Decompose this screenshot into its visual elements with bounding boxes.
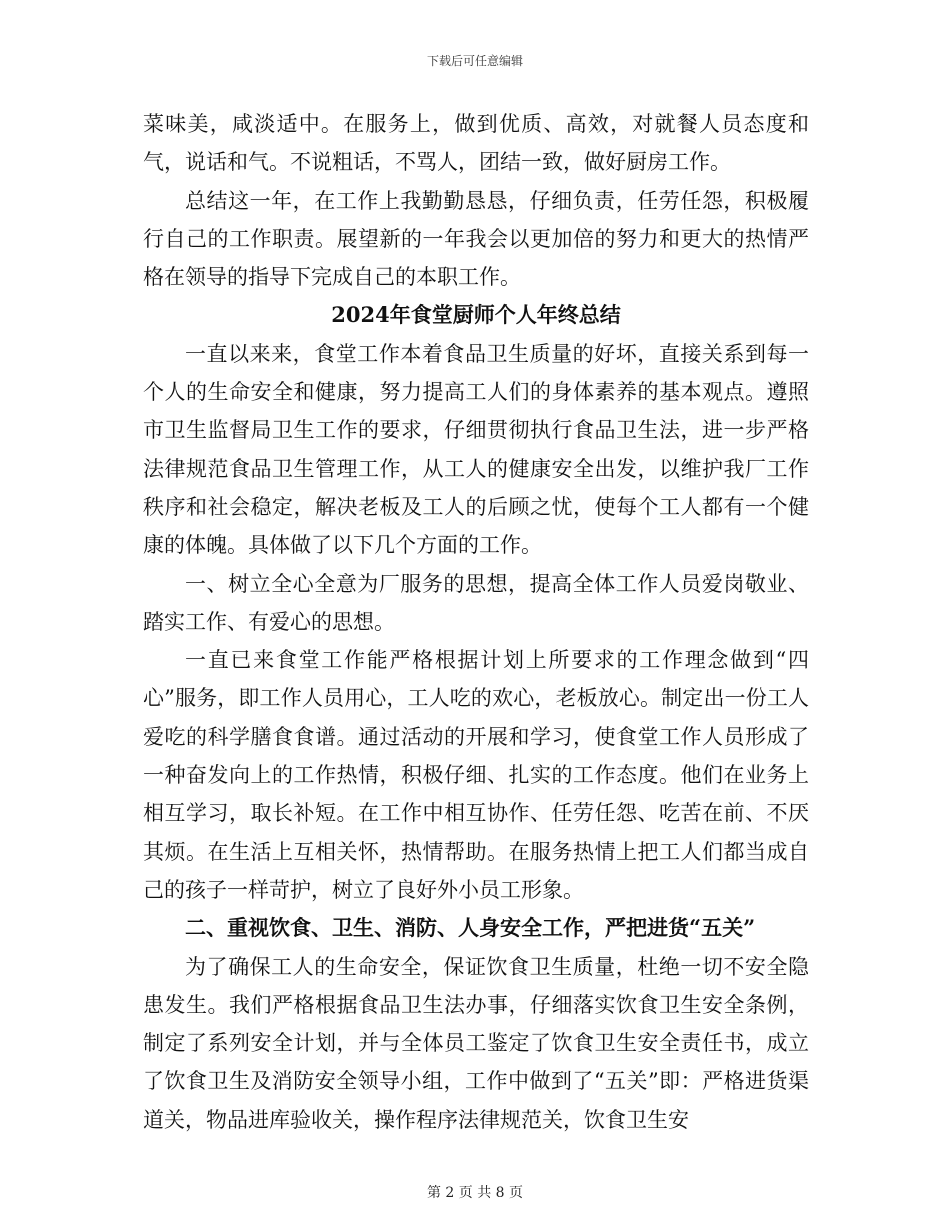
- section-two-heading: 二、重视饮食、卫生、消防、人身安全工作，严把进货“五关”: [185, 915, 756, 941]
- document-title: 2024年食堂厨师个人年终总结: [331, 302, 621, 328]
- paragraph-section-one: 一直已来食堂工作能严格根据计划上所要求的工作理念做到“四心”服务，即工作人员用心，工人吃的欢心，老板放心。制定出一份工人爱吃的科学膳食食谱。通过活动的开展和学习，使食堂工作人员形成了一种奋发向上的工作热情，积极仔细、扎实的工作态度。他们在业务上相互学习，取长补短。在工作中相互协作、任劳任怨、吃苦在前、不厌其烦。在生活上互相关怀，热情帮助。在服务热情上把工人们都当成自己的孩子一样苛护，树立了良好外小员工形象。: [143, 648, 809, 902]
- page-header-note: 下载后可任意编辑: [426, 54, 523, 68]
- page-number: 第 2 页 共 8 页: [426, 1185, 524, 1201]
- paragraph-intro: 一直以来来，食堂工作本着食品卫生质量的好坏，直接关系到每一个人的生命安全和健康，努力提高工人们的身体素养的基本观点。遵照市卫生监督局卫生工作的要求，仔细贯彻执行食品卫生法，进一步严格法律规范食品卫生管理工作，从工人的健康安全出发，以维护我厂工作秩序和社会稳定，解决老板及工人的后顾之忧，使每个工人都有一个健康的体魄。具体做了以下几个方面的工作。: [143, 341, 809, 558]
- section-one-heading: 一、树立全心全意为厂服务的思想，提高全体工作人员爱岗敬业、踏实工作、有爱心的思想。: [143, 571, 809, 634]
- paragraph-continuation: 菜味美，咸淡适中。在服务上，做到优质、高效，对就餐人员态度和气，说话和气。不说粗话，不骂人，团结一致，做好厨房工作。: [143, 112, 809, 175]
- paragraph-summary: 总结这一年，在工作上我勤勤恳恳，仔细负责，任劳任怨，积极履行自己的工作职责。展望新的一年我会以更加倍的努力和更大的热情严格在领导的指导下完成自己的本职工作。: [143, 188, 809, 290]
- paragraph-section-two: 为了确保工人的生命安全，保证饮食卫生质量，杜绝一切不安全隐患发生。我们严格根据食品卫生法办事，仔细落实饮食卫生安全条例，制定了系列安全计划，并与全体员工鉴定了饮食卫生安全责任书，成立了饮食卫生及消防安全领导小组，工作中做到了“五关”即：严格进货渠道关，物品进库验收关，操作程序法律规范关，饮食卫生安: [143, 954, 809, 1132]
- document-body: [143, 105, 809, 1139]
